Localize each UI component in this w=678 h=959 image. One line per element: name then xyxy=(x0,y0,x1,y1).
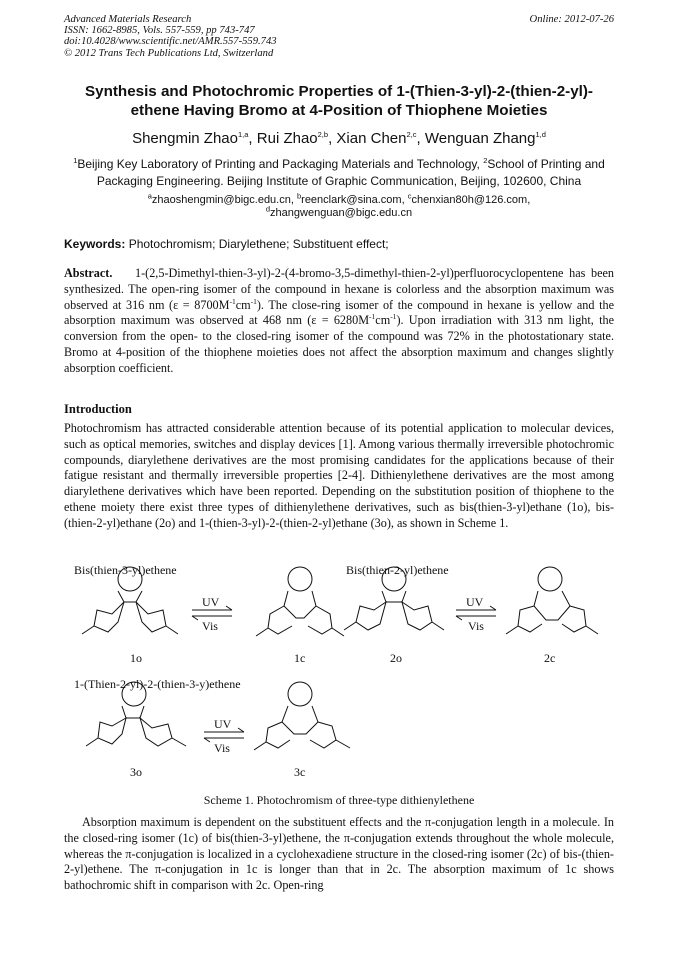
compound-label: 2c xyxy=(544,651,556,665)
sup: -1 xyxy=(229,296,236,306)
molecule-3o xyxy=(86,682,186,746)
doi-line: doi:10.4028/www.scientific.net/AMR.557-559.743 xyxy=(64,36,277,48)
author-sup: 2,b xyxy=(317,130,329,139)
keywords-label: Keywords: xyxy=(64,237,126,251)
compound-label: 1c xyxy=(294,651,306,665)
journal-header xyxy=(64,14,277,59)
email-sup: d xyxy=(265,204,271,214)
keywords xyxy=(64,237,614,251)
scheme-caption: Scheme 1. Photochromism of three-type dithienylethene xyxy=(203,793,475,807)
molecule-3c xyxy=(254,682,350,750)
affil-2: School of Printing and Packaging Engineering. Beijing Institute of Graphic Communication, Beijing, 102600, China xyxy=(96,157,605,188)
scheme-label: Bis(thien-3-yl)ethene xyxy=(74,563,177,577)
abstract-text: cm xyxy=(235,297,251,312)
molecule-1c xyxy=(256,567,344,636)
online-date: Online: 2012-07-26 xyxy=(529,14,614,25)
uv-label: UV xyxy=(214,717,232,731)
abstract-text: 1-(2,5-Dimethyl-thien-3-yl)-2-(4-bromo-3,5-dimethyl-thien-2-yl)perfluorocyclopentene has been synthesized. The open-ring isomer of the compound in hexane is colorless and the absorption maximum was observed at 316 nm (ε = 8700M xyxy=(64,266,614,312)
compound-label: 2o xyxy=(390,651,402,665)
author-name: Shengmin Zhao xyxy=(132,130,238,147)
vis-label: Vis xyxy=(214,741,230,755)
author-sup: 1,d xyxy=(535,130,546,139)
vis-label: Vis xyxy=(202,619,218,633)
email-link[interactable]: zhaoshengmin@bigc.edu.cn xyxy=(151,194,291,206)
email-link[interactable]: reenclark@sina.com xyxy=(301,194,402,206)
author-sup: 2,c xyxy=(406,130,417,139)
uv-label: UV xyxy=(202,595,220,609)
sup: -1 xyxy=(369,312,376,322)
journal-name: Advanced Materials Research xyxy=(64,14,192,25)
abstract-label: Abstract. xyxy=(64,266,113,280)
intro-paragraph: Absorption maximum is dependent on the substituent effects and the π-conjugation length in a molecule. In the closed-ring isomer (1c) of bis(thien-3-yl)ethene, the π-conjugation extends throughout the whole molecule, whereas the π-conjugation is localized in a cyclohexadiene structure in the closed-ring isomer (2c) of bis-(thien-2-yl)ethene. The π-conjugation in 1c is longer than that in 2c. The absorption maximum of 1c shows bathochromic shift in comparison with 2c. Open-ring xyxy=(64,815,614,893)
email-link[interactable]: zhangwenguan@bigc.edu.cn xyxy=(270,207,413,219)
email-link[interactable]: chenxian80h@126.com xyxy=(411,194,528,206)
compound-label: 3o xyxy=(130,765,142,779)
abstract xyxy=(64,266,614,377)
compound-label: 3c xyxy=(294,765,306,779)
email-sup: c xyxy=(407,191,412,201)
abstract-text: ). The close-ring isomer of the compound in hexane is yellow and the absorption maximum was observed at 468 nm (ε = 6280M xyxy=(64,297,614,328)
author-sup: 1,a xyxy=(237,130,249,139)
compound-label: 1o xyxy=(130,651,142,665)
abstract-text: ). Upon irradiation with 313 nm light, the conversion from the open- to the closed-ring isomer of the compound was 72% in the photostationary state. Bromo at 4-position of the thiophene moieties does not affect the absorption maximum and changes slightly absorption coefficient. xyxy=(64,313,614,375)
affiliations xyxy=(64,156,614,190)
intro-paragraph: Photochromism has attracted considerable attention because of its potential application to molecular devices, such as optical memories, switches and display devices [1]. Among various thermally irreversible photochromic compounds, diarylethene derivatives are the most promising candidates for the applications because of their fatigue resistant and thermally irreversible properties [2-4]. Dithienylethene derivatives are the most among diarylethene derivatives which have been reported. Depending on the substitution position of thiophene to the ethene moiety there exist three types of dithienylethene derivatives, such as bis(thien-3-yl)ethane (1o), bis-(thien-2-yl)ethane (2o) and 1-(thien-3-yl)-2-(thien-2-yl)ethane (3o), as shown in Scheme 1. xyxy=(64,421,614,530)
sup: -1 xyxy=(390,312,397,322)
uv-label: UV xyxy=(466,595,484,609)
affil-sup: 1 xyxy=(73,156,78,165)
scheme-label: 1-(Thien-2-yl)-2-(thien-3-y)ethene xyxy=(74,677,241,691)
email-sup: b xyxy=(296,191,302,201)
abstract-text: cm xyxy=(375,313,391,328)
section-heading: Introduction xyxy=(64,402,132,416)
molecule-2c xyxy=(506,567,598,634)
vis-label: Vis xyxy=(468,619,484,633)
keywords-text: Photochromism; Diarylethene; Substituent effect; xyxy=(128,237,389,251)
copyright-line: © 2012 Trans Tech Publications Ltd, Switzerland xyxy=(64,47,274,59)
issn-line: ISSN: 1662-8985, Vols. 557-559, pp 743-747 xyxy=(64,25,255,37)
author-name: Wenguan Zhang xyxy=(424,130,536,147)
paper-title: Synthesis and Photochromic Properties of 1-(Thien-3-yl)-2-(thien-2-yl)-ethene Having Bromo at 4-Position of Thiophene Moieties xyxy=(85,83,593,119)
email-sup: a xyxy=(147,191,152,201)
scheme-label: Bis(thien-2-yl)ethene xyxy=(346,563,449,577)
author-name: Rui Zhao xyxy=(256,130,318,147)
sup: -1 xyxy=(250,296,257,306)
affil-1: Beijing Key Laboratory of Printing and Packaging Materials and Technology, xyxy=(77,157,480,171)
author-list: Shengmin Zhao$^{1,a}$, Rui Zhao$^{2,b}$, Xian Chen$^{2,c}$, Wenguan Zhang$^{1,d}$ xyxy=(132,130,546,147)
affil-sup: 2 xyxy=(483,156,488,165)
scheme-figure xyxy=(64,562,614,787)
author-name: Xian Chen xyxy=(336,130,407,147)
email-list: $^a$zhaoshengmin@bigc.edu.cn, $^b$reenclark@sina.com, $^c$chenxian80h@126.com, $^d$zhangwenguan@bigc.edu.cn xyxy=(147,191,531,219)
molecule-1o xyxy=(82,567,178,634)
